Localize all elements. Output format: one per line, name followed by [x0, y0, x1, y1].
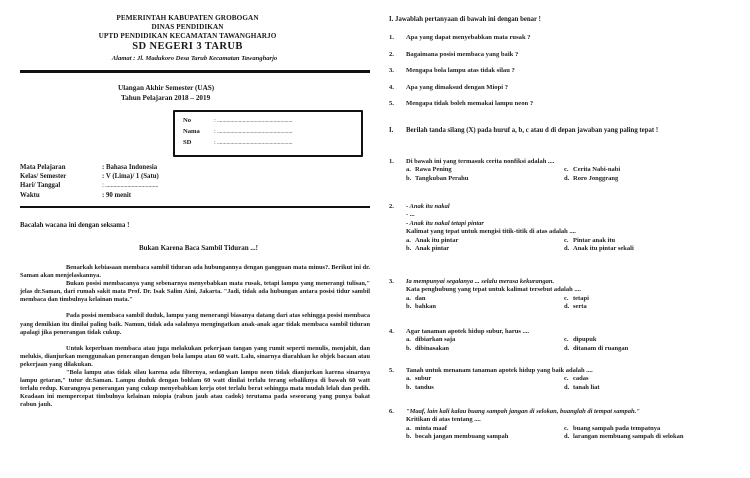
- essay-question: [389, 47, 739, 64]
- meta-value: : Bahasa Indonesia: [102, 164, 158, 171]
- option-text: minta maaf: [415, 424, 447, 432]
- option-text: Tangkuban Perahu: [415, 174, 469, 182]
- essay-question: [389, 63, 739, 80]
- option-text: subur: [415, 375, 432, 383]
- question-text: "Maaf, lain kali kalau buang sampah jangan di selokan, buanglah di tempat sampah.": [406, 408, 640, 415]
- question-line: Kritikan di atas tentang ....: [406, 416, 481, 424]
- letterhead-line1: PEMERINTAH KABUPATEN GROBOGAN: [116, 14, 259, 22]
- question-line: - ...: [406, 211, 415, 219]
- option-a[interactable]: a. subur: [406, 375, 432, 383]
- question-line: - Anak itu nakal tetapi pintar: [406, 219, 484, 227]
- option-text: tanah liat: [573, 383, 600, 391]
- meta-row-date: [20, 181, 159, 190]
- question-stem: [389, 203, 734, 211]
- option-b[interactable]: b. tandus: [406, 383, 434, 391]
- essay-question: [389, 80, 739, 97]
- option-d[interactable]: d. Anak itu pintar sekali: [564, 245, 634, 253]
- exam-meta: [20, 163, 159, 200]
- id-row-nama: [183, 126, 355, 137]
- student-id-box: [173, 110, 363, 157]
- letterhead-line3: UPTD PENDIDIKAN KECAMATAN TAWANGHARJO: [98, 32, 277, 40]
- option-text: dibiarkan saja: [415, 336, 456, 344]
- id-field-nama[interactable]: : ........................................................: [214, 128, 293, 135]
- passage-paragraph: Bukan posisi membacanya yang sebenarnya menyebabkan mata rusak, tetapi lampu yang menerangi tulisan," jelas dr.Saman, dari rumah sakit mata Prof. Dr. Isak Salim Aini, Jakarta. "Jadi, tidak ada hubungan antara posisi tidur sambil membaca dan timbulnya kelainan mata.": [20, 280, 370, 304]
- option-text: Anak itu pintar sekali: [573, 245, 634, 253]
- question-text: Ia mempunyai segalanya ... selalu merasa kekurangan.: [406, 278, 555, 285]
- question-text: Agar tanaman apotek hidup subur, harus ....: [406, 328, 529, 335]
- option-text: Cerita Nabi-nabi: [573, 166, 621, 174]
- question-line: Kalimat yang tepat untuk mengisi titik-titik di atas adalah ....: [406, 228, 576, 236]
- question-number: 4.: [389, 328, 394, 335]
- question-number: 2.: [389, 203, 394, 210]
- id-label: Nama: [183, 128, 200, 135]
- option-d[interactable]: d. serta: [564, 303, 587, 311]
- meta-label: Kelas/ Semester: [20, 173, 67, 181]
- option-text: ditanam di ruangan: [573, 344, 629, 352]
- option-text: cadas: [573, 375, 589, 383]
- option-text: Anak itu pintar: [415, 236, 459, 244]
- question-line: Kata penghubung yang tepat untuk kalimat tersebut adalah ....: [406, 286, 581, 294]
- option-text: bocah jangan membuang sampah: [415, 433, 509, 441]
- section-number: I.: [389, 127, 394, 134]
- id-label: SD: [183, 139, 192, 146]
- option-d[interactable]: d. tanah liat: [564, 383, 600, 391]
- meta-label: Waktu: [20, 191, 40, 199]
- section1-heading: I. Jawablah pertanyaan di bawah ini dengan benar !: [389, 16, 541, 23]
- option-a[interactable]: a. Rawa Pening: [406, 166, 452, 174]
- mc-question-5: [389, 367, 734, 392]
- question-text: Di bawah ini yang termasuk cerita nonfiksi adalah ....: [406, 158, 555, 165]
- essay-question: [389, 30, 739, 47]
- meta-row-class: [20, 172, 159, 181]
- meta-row-subject: [20, 163, 159, 172]
- reading-instruction: Bacalah wacana ini dengan seksama !: [20, 222, 130, 229]
- question-text: Apa yang dimaksud dengan Miopi ?: [406, 83, 509, 91]
- passage-paragraph: Untuk keperluan membaca atau juga melakukan pekerjaan tangan yang rumit seperti menulis, menjahit, dan melukis, dianjurkan menggunakan penerangan dengan bola lampu atau 60 watt. Lalu, sinarnya diarahkan ke objek bacaan atau pekerjaan yang dilakukan.: [20, 344, 370, 368]
- id-row-no: [183, 115, 355, 126]
- mc-question-4: [389, 328, 734, 353]
- option-text: tandus: [415, 383, 434, 391]
- story-title: Bukan Karena Baca Sambil Tiduran ...!: [138, 244, 259, 252]
- question-number: 4.: [389, 83, 394, 91]
- question-text: Apa yang dapat menyebabkan mata rusak ?: [406, 34, 531, 41]
- question-number: 2.: [389, 50, 394, 58]
- option-text: bahkan: [415, 303, 436, 311]
- option-text: Rawa Pening: [415, 166, 452, 174]
- right-page: [375, 0, 750, 478]
- option-c[interactable]: c. Cerita Nabi-nabi: [564, 166, 621, 174]
- question-text: Bagaimana posisi membaca yang baik ?: [406, 50, 519, 58]
- question-number: 3.: [389, 67, 394, 74]
- option-text: dan: [415, 294, 426, 302]
- section2-heading: [389, 124, 729, 137]
- mc-question-2: [389, 203, 734, 253]
- option-a[interactable]: a. dan: [406, 294, 426, 302]
- id-row-sd: [183, 137, 355, 148]
- question-stem: [389, 328, 734, 336]
- option-c[interactable]: c. tetapi: [564, 294, 589, 302]
- reading-passage: [20, 264, 370, 410]
- answer-options: [389, 336, 734, 353]
- essay-question: [389, 96, 739, 113]
- option-a[interactable]: a. Anak itu pintar: [406, 236, 459, 244]
- option-b[interactable]: b. dibinasakan: [406, 344, 449, 352]
- question-number: 3.: [389, 278, 394, 285]
- option-text: buang sampah pada tempatnya: [573, 424, 661, 432]
- question-stem: [389, 158, 734, 166]
- school-address: Alamat : Jl. Madukoro Desa Tarub Kecamatan Tawangharjo: [111, 55, 278, 62]
- option-c[interactable]: c. cadas: [564, 375, 589, 383]
- meta-value: : 90 menit: [102, 191, 132, 199]
- option-d[interactable]: d. ditanam di ruangan: [564, 344, 629, 352]
- question-number: 5.: [389, 100, 394, 107]
- mc-question-6: [389, 408, 734, 442]
- letterhead-divider: [20, 70, 370, 73]
- question-number: 6.: [389, 408, 394, 415]
- question-number: 1.: [389, 34, 394, 41]
- question-text: - Anak itu nakal: [406, 203, 450, 210]
- answer-options: [389, 295, 734, 312]
- option-b[interactable]: b. Anak pintar: [406, 245, 450, 253]
- letterhead: [0, 14, 375, 63]
- option-text: Pintar anak itu: [573, 236, 616, 244]
- meta-label: Hari/ Tanggal: [20, 182, 61, 190]
- option-text: dibinasakan: [415, 344, 449, 352]
- passage-paragraph: Benarkah kebiasaan membaca sambil tiduran ada hubungannya dengan gangguan mata minus?. Berikut ini dr. Saman akan menjelaskannya.: [20, 264, 370, 280]
- option-d[interactable]: d. Roro Jonggrang: [564, 174, 619, 182]
- option-d[interactable]: d. larangan membuang sampah di selokan: [564, 433, 684, 441]
- option-text: larangan membuang sampah di selokan: [573, 433, 684, 441]
- exam-year: Tahun Pelajaran 2018 – 2019: [121, 93, 211, 102]
- meta-divider: [20, 206, 370, 208]
- answer-options: [389, 166, 734, 183]
- option-c[interactable]: c. buang sampah pada tempatnya: [564, 424, 661, 432]
- option-text: dipupuk: [573, 336, 597, 344]
- id-label: No: [183, 117, 192, 124]
- meta-value: : V (Lima)/ 1 (Satu): [102, 173, 159, 181]
- answer-options: [389, 425, 734, 442]
- section-instruction: Berilah tanda silang (X) pada huruf a, b, c atau d di depan jawaban yang paling tepat !: [406, 127, 659, 134]
- option-text: Roro Jonggrang: [573, 174, 619, 182]
- mc-question-3: [389, 278, 734, 312]
- passage-paragraph: Pada posisi membaca sambil duduk, lampu yang menerangi biasanya datang dari atas sehingga posisi membaca yang demikian itu dinilai paling baik. Namun, tidak ada salahnya mengingatkan anak-anak agar tidak membaca sambil tiduran apalagi jika penerangan tidak cukup.: [20, 312, 370, 336]
- option-b[interactable]: b. bahkan: [406, 303, 436, 311]
- option-c[interactable]: c. dipupuk: [564, 336, 597, 344]
- id-field-sd[interactable]: : ........................................................: [214, 139, 293, 146]
- id-field-no[interactable]: : ........................................................: [214, 117, 293, 124]
- option-a[interactable]: a. dibiarkan saja: [406, 336, 456, 344]
- question-text: Tanah untuk menanam tanaman apotek hidup yang baik adalah ....: [406, 367, 593, 374]
- question-number: 1.: [389, 158, 394, 165]
- letterhead-line2: DINAS PENDIDIKAN: [151, 23, 224, 31]
- question-text: Mengapa bola lampu atas tidak silau ?: [406, 67, 515, 74]
- question-stem: [389, 408, 734, 416]
- question-stem: [389, 278, 734, 286]
- meta-label: Mata Pelajaran: [20, 164, 66, 171]
- mc-question-1: [389, 158, 734, 183]
- option-a[interactable]: a. minta maaf: [406, 424, 447, 432]
- meta-row-time: [20, 191, 159, 200]
- school-name: SD NEGERI 3 TARUB: [132, 41, 243, 52]
- question-text: Mengapa tidak boleh memakai lampu neon ?: [406, 100, 534, 107]
- answer-options: [389, 375, 734, 392]
- passage-paragraph: "Bola lampu atas tidak silau karena ada filternya, sedangkan lampu neon tidak dianjurkan karena sinarnya lampu getaran," tutur dr.Saman. Lampu duduk dengan bohlam 60 watt dinilai terlalu terang sebaliknya di bawah 60 watt terlalu redup. Kurangnya penerangan yang cukup menyebabkan kerja otot terlalu berat sehingga mata mudah lelah dan pedih. Keadaan ini mempercepat timbulnya kelainan miopia (rabun jauh atau cadok) terutama pada seseorang yang punya bakat rabun jauh.: [20, 369, 370, 409]
- answer-options: [389, 237, 734, 254]
- essay-questions: [389, 30, 739, 113]
- question-number: 5.: [389, 367, 394, 374]
- option-text: Anak pintar: [415, 245, 450, 253]
- option-c[interactable]: c. Pintar anak itu: [564, 236, 616, 244]
- exam-title-block: [118, 84, 214, 103]
- meta-date-field[interactable]: : ......................................: [102, 182, 159, 190]
- exam-title: Ulangan Akhir Semester (UAS): [118, 84, 215, 92]
- option-text: serta: [573, 303, 587, 311]
- question-stem: [389, 367, 734, 375]
- option-b[interactable]: b. bocah jangan membuang sampah: [406, 433, 509, 441]
- option-b[interactable]: b. Tangkuban Perahu: [406, 174, 469, 182]
- option-text: tetapi: [573, 294, 589, 302]
